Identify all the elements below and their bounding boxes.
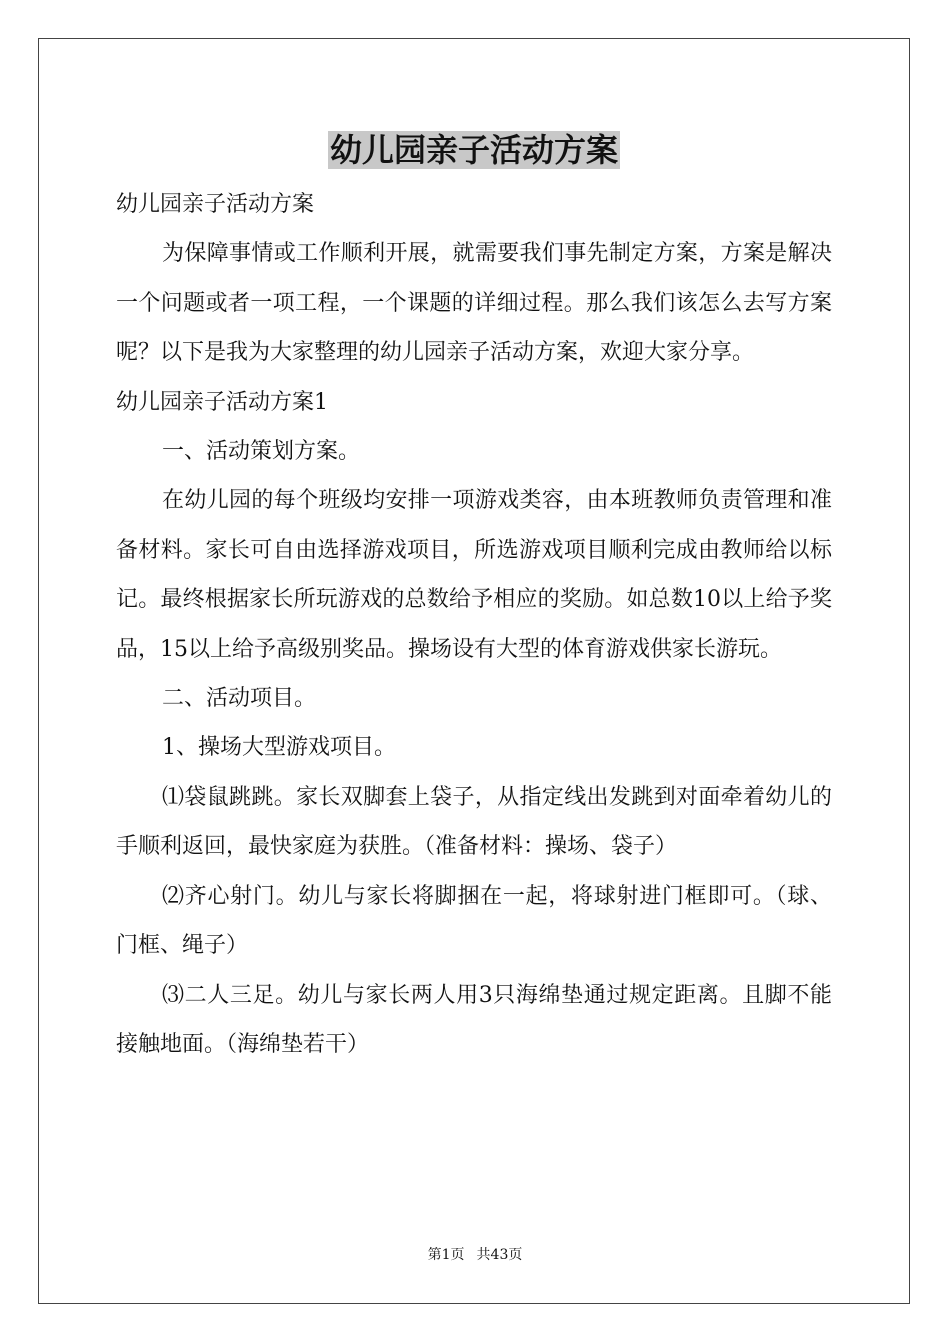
paragraph-item-shooting: ⑵齐心射门。幼儿与家长将脚捆在一起，将球射进门框即可。（球、门框、绳子） (116, 883, 832, 959)
paragraph-subtitle: 幼儿园亲子活动方案 (116, 192, 315, 217)
paragraph-plan-body: 在幼儿园的每个班级均安排一项游戏类容，由本班教师负责管理和准备材料。家长可自由选择游戏项目，所选游戏项目顺利完成由教师给以标记。最终根据家长所玩游戏的总数给予相应的奖励。如总数10以上给予奖品，15以上给予高级别奖品。操场设有大型的体育游戏供家长游玩。 (116, 488, 832, 662)
paragraph-heading-plan: 一、活动策划方案。 (162, 439, 361, 465)
paragraph-heading-playground: 1、操场大型游戏项目。 (162, 735, 396, 761)
paragraph-item-kangaroo: ⑴袋鼠跳跳。家长双脚套上袋子，从指定线出发跳到对面牵着幼儿的手顺利返回，最快家庭为获胜。（准备材料：操场、袋子） (116, 784, 832, 860)
paragraph-item-three-legs: ⑶二人三足。幼儿与家长两人用3只海绵垫通过规定距离。且脚不能接触地面。（海绵垫若干） (116, 982, 832, 1057)
document-title-text: 幼儿园亲子活动方案 (329, 131, 618, 169)
document-title (116, 122, 832, 178)
page-number: 第1页 (427, 1247, 465, 1263)
document-body (116, 122, 832, 1069)
paragraph-intro: 为保障事情或工作顺利开展，就需要我们事先制定方案，方案是解决一个问题或者一项工程，一个课题的详细过程。那么我们该怎么去写方案呢？以下是我为大家整理的幼儿园亲子活动方案，欢迎大家分享。 (116, 241, 832, 366)
page-total: 共43页 (476, 1247, 523, 1263)
paragraph-section-heading: 幼儿园亲子活动方案1 (116, 389, 328, 415)
paragraph-heading-items: 二、活动项目。 (162, 686, 317, 712)
page-footer (0, 1245, 950, 1265)
